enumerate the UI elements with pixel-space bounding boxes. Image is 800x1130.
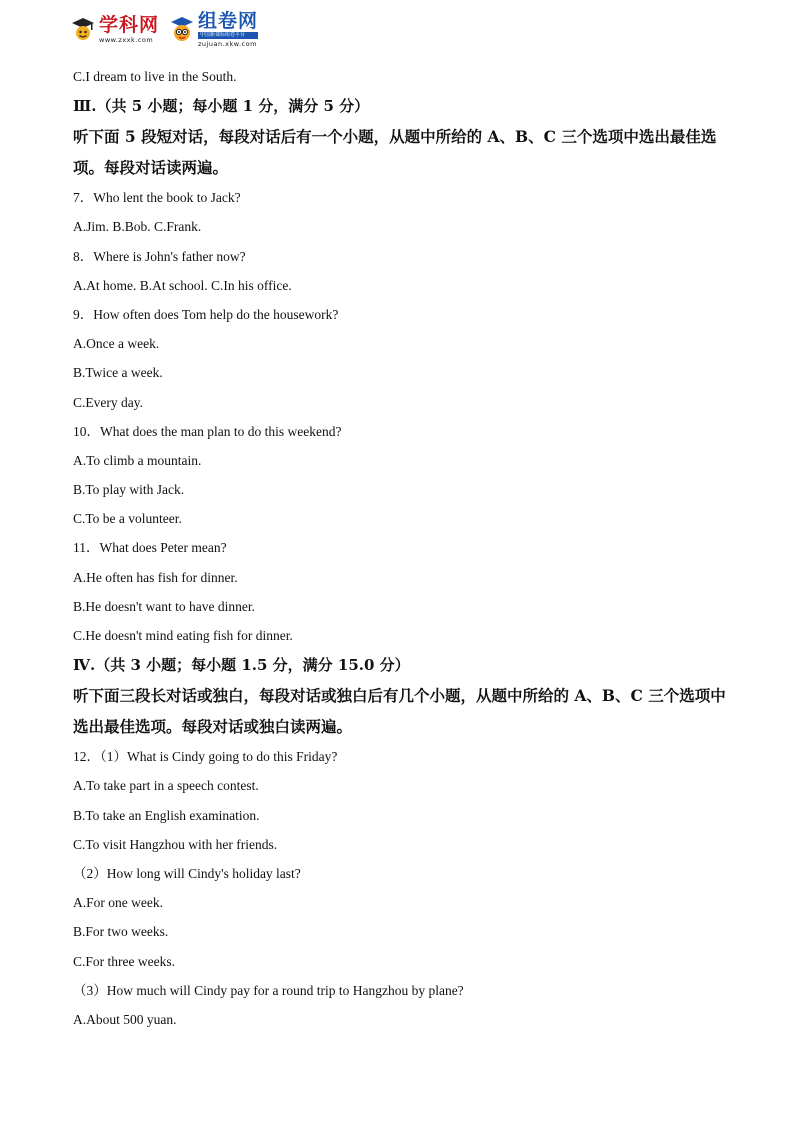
text-line: A.To take part in a speech contest. xyxy=(73,778,259,794)
text-line: 12．（1）What is Cindy going to do this Friday? xyxy=(73,749,338,765)
text-line: 10．What does the man plan to do this weekend? xyxy=(73,423,342,439)
text-line: 7．Who lent the book to Jack? xyxy=(73,190,241,206)
text-line: B.To play with Jack. xyxy=(73,482,185,498)
zujuan-logo xyxy=(169,12,258,48)
text-line: B.To take an English examination. xyxy=(73,807,260,823)
text-line: C.For three weeks. xyxy=(73,953,175,969)
mascot-icon xyxy=(169,16,195,44)
logo-url: www.zxxk.com xyxy=(99,36,154,45)
logo-subtitle: 中国新课标组卷平台 xyxy=(198,32,258,39)
section-heading: Ⅳ.（共 3 小题；每小题 1.5 分，满分 15.0 分） xyxy=(73,656,410,675)
text-line: C.To be a volunteer. xyxy=(73,511,182,527)
text-line: B.He doesn't want to have dinner. xyxy=(73,598,256,614)
text-line: （2）How long will Cindy's holiday last? xyxy=(73,865,301,881)
logo-url: zujuan.xkw.com xyxy=(198,40,257,49)
text-line: A.At home. B.At school. C.In his office. xyxy=(73,277,292,293)
document-body xyxy=(73,62,733,1034)
text-line: A.About 500 yuan. xyxy=(73,1011,177,1027)
section-instructions: 听下面三段长对话或独白，每段对话或独白后有几个小题，从题中所给的 A、B、C 三个选项中选出最佳选项。每段对话或独白读两遍。 xyxy=(73,686,726,737)
graduation-cap-icon xyxy=(70,16,96,44)
text-line: A.To climb a mountain. xyxy=(73,452,202,468)
text-line: A.Once a week. xyxy=(73,336,160,352)
text-line: B.For two weeks. xyxy=(73,924,169,940)
text-line: A.He often has fish for dinner. xyxy=(73,569,238,585)
logo-title: 组卷网 xyxy=(198,10,259,33)
text-line: C.To visit Hangzhou with her friends. xyxy=(73,836,278,852)
text-line: A.For one week. xyxy=(73,895,163,911)
text-line: 9．How often does Tom help do the housework? xyxy=(73,306,339,322)
text-line: （3）How much will Cindy pay for a round trip to Hangzhou by plane? xyxy=(73,982,464,998)
header-logos xyxy=(70,12,268,48)
zxxk-logo xyxy=(70,16,159,44)
text-line: 11．What does Peter mean? xyxy=(73,540,227,556)
section-instructions: 听下面 5 段短对话，每段对话后有一个小题，从题中所给的 A、B、C 三个选项中选出最佳选项。每段对话读两遍。 xyxy=(73,127,717,178)
text-line: A.Jim. B.Bob. C.Frank. xyxy=(73,219,202,235)
text-line: 8．Where is John's father now? xyxy=(73,248,246,264)
section-heading: Ⅲ.（共 5 小题；每小题 1 分，满分 5 分） xyxy=(73,97,370,116)
text-line: C.Every day. xyxy=(73,394,143,410)
text-line: B.Twice a week. xyxy=(73,365,163,381)
logo-title: 学科网 xyxy=(99,14,160,37)
text-line: C.He doesn't mind eating fish for dinner. xyxy=(73,628,293,643)
text-line: C.I dream to live in the South. xyxy=(73,69,237,84)
